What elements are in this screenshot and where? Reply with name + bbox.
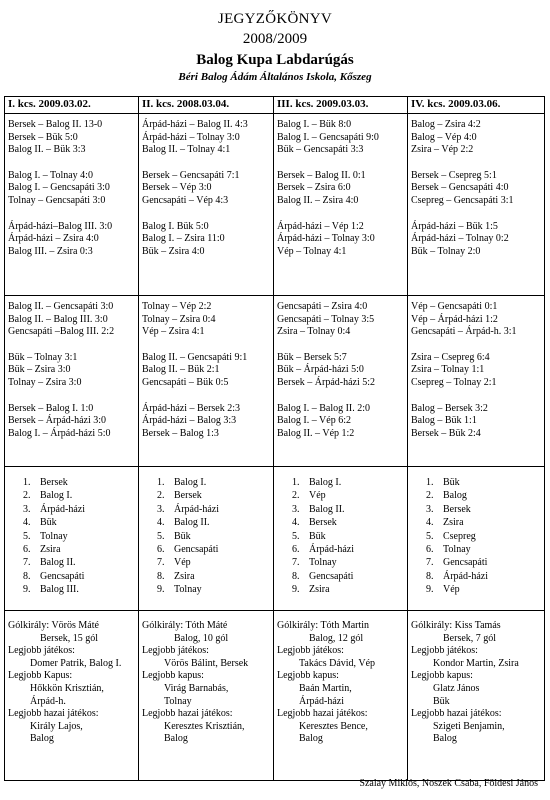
match-result: Balog III. – Zsira 0:3 bbox=[8, 245, 93, 257]
round-heading: IV. kcs. 2009.03.06. bbox=[408, 97, 545, 114]
best-keeper-label: Legjobb kapus: bbox=[142, 670, 204, 682]
ranking-item: 3. Balog II. bbox=[302, 503, 404, 516]
group-gap bbox=[277, 157, 404, 170]
ranking-item: 7. Balog II. bbox=[33, 556, 135, 569]
match-result: Balog II. – Balog III. 3:0 bbox=[8, 313, 108, 325]
ranking-list bbox=[142, 476, 270, 597]
match-result: Balog I. – Vép 6:2 bbox=[277, 415, 351, 427]
match-result: Bük – Tolnay 2:0 bbox=[411, 245, 481, 257]
match-result: Árpád-házi – Tolnay 3:0 bbox=[277, 233, 375, 245]
match-result: Árpád-házi – Balog 3:3 bbox=[142, 415, 237, 427]
match-result: Balog I. – Tolnay 4:0 bbox=[8, 169, 93, 181]
match-result: Balog – Bersek 3:2 bbox=[411, 402, 488, 414]
match-result: Árpád-házi – Tolnay 3:0 bbox=[142, 131, 240, 143]
best-keeper-name: Baán Martin, bbox=[299, 682, 352, 694]
match-result: Balog I. – Árpád-házi 5:0 bbox=[8, 427, 111, 439]
match-result: Bersek – Balog II. 13-0 bbox=[8, 119, 103, 130]
ranking-item: 9. Vép bbox=[436, 583, 541, 596]
match-result: Bük – Zsira 3:0 bbox=[8, 364, 71, 376]
match-result: Bük – Bersek 5:7 bbox=[277, 351, 347, 363]
group-gap bbox=[411, 208, 541, 221]
top-scorer-line bbox=[142, 620, 270, 633]
ranking-item: 8. Árpád-házi bbox=[436, 570, 541, 583]
match-result: Balog I. – Balog II. 2:0 bbox=[277, 402, 371, 414]
group-gap bbox=[142, 157, 270, 170]
ranking-item: 5. Bük bbox=[302, 530, 404, 543]
ranking-item: 3. Árpád-házi bbox=[33, 503, 135, 516]
match-result: Gencsapáti – Zsira 4:0 bbox=[277, 301, 368, 312]
awards-cell bbox=[139, 611, 274, 781]
match-result: Árpád-házi – Zsira 4:0 bbox=[8, 233, 99, 245]
best-player: Domer Patrik, Balog I. bbox=[30, 657, 122, 669]
match-result: Árpád-házi – Bersek 2:3 bbox=[142, 402, 241, 414]
matches-row-1 bbox=[5, 114, 545, 296]
ranking-item: 5. Csepreg bbox=[436, 530, 541, 543]
ranking-item: 3. Bersek bbox=[436, 503, 541, 516]
ranking-item: 6. Árpád-házi bbox=[302, 543, 404, 556]
match-result: Balog – Bük 1:1 bbox=[411, 415, 477, 427]
match-result: Gencsapáti –Balog III. 2:2 bbox=[8, 326, 115, 338]
match-result: Bersek – Bük 5:0 bbox=[8, 131, 78, 143]
match-result: Balog I. – Bük 8:0 bbox=[277, 119, 352, 130]
ranking-item: 7. Gencsapáti bbox=[436, 556, 541, 569]
group-gap bbox=[8, 157, 135, 170]
round-heading: II. kcs. 2008.03.04. bbox=[139, 97, 274, 114]
match-result: Balog II. – Bük 2:1 bbox=[142, 364, 220, 376]
ranking-item: 9. Balog III. bbox=[33, 583, 135, 596]
top-scorer-detail: Bersek, 7 gól bbox=[443, 632, 497, 644]
match-result: Zsira – Vép 2:2 bbox=[411, 144, 474, 156]
match-result: Vép – Zsira 4:1 bbox=[142, 326, 205, 338]
ranking-cell bbox=[408, 467, 545, 611]
ranking-item: 8. Gencsapáti bbox=[302, 570, 404, 583]
match-result: Balog II. – Vép 1:2 bbox=[277, 427, 355, 439]
match-result: Balog I. – Gencsapáti 3:0 bbox=[8, 182, 110, 194]
ranking-list bbox=[277, 476, 404, 597]
match-result: Árpád-házi–Balog III. 3:0 bbox=[8, 220, 113, 232]
top-scorer-label: Gólkirály: bbox=[142, 620, 184, 631]
best-player-label: Legjobb játékos: bbox=[277, 645, 344, 657]
round-heading: I. kcs. 2009.03.02. bbox=[5, 97, 139, 114]
best-player: Vörös Bálint, Bersek bbox=[164, 657, 249, 669]
top-scorer-detail: Bersek, 15 gól bbox=[40, 632, 99, 644]
group-gap bbox=[8, 390, 135, 403]
match-result: Bersek – Balog I. 1:0 bbox=[8, 402, 94, 414]
ranking-item: 3. Árpád-házi bbox=[167, 503, 270, 516]
best-home-team: Balog bbox=[433, 733, 457, 745]
best-keeper-team: Árpád-h. bbox=[30, 695, 66, 707]
matches-cell bbox=[274, 114, 408, 296]
match-result: Tolnay – Zsira 0:4 bbox=[142, 313, 216, 325]
document-title: JEGYZŐKÖNYV bbox=[217, 11, 333, 27]
group-gap bbox=[411, 339, 541, 352]
match-result: Gencsapáti – Bük 0:5 bbox=[142, 376, 229, 388]
group-gap bbox=[142, 390, 270, 403]
match-result: Balog II. – Tolnay 4:1 bbox=[142, 144, 231, 156]
ranking-item: 4. Bük bbox=[33, 516, 135, 529]
awards-cell bbox=[408, 611, 545, 781]
top-scorer-name: Tóth Martin bbox=[320, 620, 370, 631]
best-home-name: Király Lajos, bbox=[30, 720, 83, 732]
match-result: Árpád-házi – Tolnay 0:2 bbox=[411, 233, 509, 245]
match-result: Csepreg – Tolnay 2:1 bbox=[411, 376, 497, 388]
best-keeper-name: Glatz János bbox=[433, 682, 480, 694]
match-result: Vép – Árpád-házi 1:2 bbox=[411, 313, 498, 325]
ranking-item: 2. Balog I. bbox=[33, 489, 135, 502]
ranking-item: 9. Zsira bbox=[302, 583, 404, 596]
best-home-label: Legjobb hazai játékos: bbox=[277, 708, 368, 720]
top-scorer-name: Vörös Máté bbox=[51, 620, 99, 631]
ranking-item: 6. Gencsapáti bbox=[167, 543, 270, 556]
group-gap bbox=[411, 390, 541, 403]
match-result: Bersek – Árpád-házi 5:2 bbox=[277, 376, 376, 388]
top-scorer-name: Tóth Máté bbox=[185, 620, 228, 631]
match-result: Bersek – Zsira 6:0 bbox=[277, 182, 351, 194]
match-result: Balog II. – Zsira 4:0 bbox=[277, 194, 359, 206]
venue: Béri Balog Ádám Általános Iskola, Kőszeg bbox=[178, 71, 372, 83]
best-keeper-label: Legjobb Kapus: bbox=[8, 670, 73, 682]
best-home-label: Legjobb hazai játékos: bbox=[142, 708, 233, 720]
match-result: Zsira – Tolnay 0:4 bbox=[277, 326, 351, 338]
best-player-label: Legjobb játékos: bbox=[142, 645, 209, 657]
match-result: Bersek – Gencsapáti 7:1 bbox=[142, 169, 240, 181]
match-result: Bersek – Balog II. 0:1 bbox=[277, 169, 366, 181]
best-keeper-label: Legjobb kapus: bbox=[411, 670, 473, 682]
match-result: Bersek – Árpád-házi 3:0 bbox=[8, 415, 107, 427]
ranking-item: 8. Zsira bbox=[167, 570, 270, 583]
best-player-label: Legjobb játékos: bbox=[411, 645, 478, 657]
ranking-item: 6. Tolnay bbox=[436, 543, 541, 556]
best-keeper-team: Árpád-házi bbox=[299, 695, 344, 707]
match-result: Vép – Tolnay 4:1 bbox=[277, 245, 347, 257]
matches-cell bbox=[408, 296, 545, 467]
signatures: Szalay Miklós, Noszek Csaba, Földesi János bbox=[359, 778, 538, 789]
best-home-name: Keresztes Bence, bbox=[299, 720, 368, 732]
ranking-item: 4. Bersek bbox=[302, 516, 404, 529]
match-result: Tolnay – Vép 2:2 bbox=[142, 301, 212, 312]
match-result: Balog – Vép 4:0 bbox=[411, 131, 477, 143]
match-result: Gencsapáti – Árpád-h. 3:1 bbox=[411, 326, 517, 338]
best-keeper-name: Hőkkön Krisztián, bbox=[30, 682, 104, 694]
matches-cell bbox=[274, 296, 408, 467]
best-player: Kondor Martin, Zsira bbox=[433, 657, 519, 669]
best-keeper-team: Tolnay bbox=[164, 695, 192, 707]
ranking-cell bbox=[139, 467, 274, 611]
best-home-team: Balog bbox=[164, 733, 188, 745]
matches-cell bbox=[5, 296, 139, 467]
match-result: Bersek – Vép 3:0 bbox=[142, 182, 212, 194]
match-result: Vép – Gencsapáti 0:1 bbox=[411, 301, 498, 312]
group-gap bbox=[142, 339, 270, 352]
best-home-label: Legjobb hazai játékos: bbox=[8, 708, 99, 720]
match-result: Bersek – Bük 2:4 bbox=[411, 427, 481, 439]
match-result: Árpád-házi – Balog II. 4:3 bbox=[142, 119, 248, 130]
match-result: Balog I. – Gencsapáti 9:0 bbox=[277, 131, 379, 143]
best-home-label: Legjobb hazai játékos: bbox=[411, 708, 502, 720]
ranking-item: 5. Tolnay bbox=[33, 530, 135, 543]
ranking-item: 5. Bük bbox=[167, 530, 270, 543]
ranking-item: 4. Balog II. bbox=[167, 516, 270, 529]
best-home-team: Balog bbox=[299, 733, 323, 745]
awards-cell bbox=[5, 611, 139, 781]
best-keeper-team: Bük bbox=[433, 695, 450, 707]
ranking-item: 1. Balog I. bbox=[167, 476, 270, 489]
group-gap bbox=[277, 339, 404, 352]
match-result: Bük – Árpád-házi 5:0 bbox=[277, 364, 364, 376]
match-result: Árpád-házi – Bük 1:5 bbox=[411, 220, 498, 232]
match-result: Balog I. Bük 5:0 bbox=[142, 220, 209, 232]
event-title: Balog Kupa Labdarúgás bbox=[196, 52, 354, 68]
group-gap bbox=[277, 390, 404, 403]
ranking-item: 9. Tolnay bbox=[167, 583, 270, 596]
match-result: Balog II. – Gencsapáti 3:0 bbox=[8, 301, 114, 312]
match-result: Bük – Zsira 4:0 bbox=[142, 245, 205, 257]
ranking-item: 4. Zsira bbox=[436, 516, 541, 529]
awards-row bbox=[5, 611, 545, 781]
top-scorer-name: Kiss Tamás bbox=[454, 620, 501, 631]
round-heading: III. kcs. 2009.03.03. bbox=[274, 97, 408, 114]
match-result: Árpád-házi – Vép 1:2 bbox=[277, 220, 364, 232]
ranking-item: 7. Vép bbox=[167, 556, 270, 569]
matches-cell bbox=[139, 296, 274, 467]
match-result: Csepreg – Gencsapáti 3:1 bbox=[411, 194, 514, 206]
best-home-name: Keresztes Krisztián, bbox=[164, 720, 245, 732]
match-result: Bersek – Balog 1:3 bbox=[142, 427, 219, 439]
best-home-team: Balog bbox=[30, 733, 54, 745]
ranking-list bbox=[8, 476, 135, 597]
match-result: Bersek – Csepreg 5:1 bbox=[411, 169, 497, 181]
best-keeper-name: Virág Barnabás, bbox=[164, 682, 229, 694]
round-headings-row bbox=[5, 97, 545, 114]
ranking-item: 1. Bersek bbox=[33, 476, 135, 489]
best-player: Takács Dávid, Vép bbox=[299, 657, 376, 669]
ranking-row bbox=[5, 467, 545, 611]
match-result: Tolnay – Gencsapáti 3:0 bbox=[8, 194, 106, 206]
ranking-item: 2. Balog bbox=[436, 489, 541, 502]
top-scorer-label: Gólkirály: bbox=[277, 620, 319, 631]
ranking-item: 1. Balog I. bbox=[302, 476, 404, 489]
top-scorer-line bbox=[8, 620, 135, 633]
match-result: Bersek – Gencsapáti 4:0 bbox=[411, 182, 509, 194]
top-scorer-detail: Balog, 10 gól bbox=[174, 632, 229, 644]
matches-cell bbox=[408, 114, 545, 296]
match-result: Zsira – Tolnay 1:1 bbox=[411, 364, 485, 376]
best-home-name: Szigeti Benjamin, bbox=[433, 720, 505, 732]
top-scorer-line bbox=[411, 620, 541, 633]
top-scorer-label: Gólkirály: bbox=[8, 620, 50, 631]
match-result: Balog – Zsira 4:2 bbox=[411, 119, 481, 130]
ranking-cell bbox=[5, 467, 139, 611]
group-gap bbox=[277, 208, 404, 221]
best-keeper-label: Legjobb kapus: bbox=[277, 670, 339, 682]
best-player-label: Legjobb játékos: bbox=[8, 645, 75, 657]
match-result: Bük – Tolnay 3:1 bbox=[8, 351, 78, 363]
season: 2008/2009 bbox=[242, 31, 308, 47]
match-result: Tolnay – Zsira 3:0 bbox=[8, 376, 82, 388]
ranking-list bbox=[411, 476, 541, 597]
ranking-item: 2. Bersek bbox=[167, 489, 270, 502]
match-result: Gencsapáti – Vép 4:3 bbox=[142, 194, 229, 206]
top-scorer-label: Gólkirály: bbox=[411, 620, 453, 631]
ranking-item: 1. Bük bbox=[436, 476, 541, 489]
group-gap bbox=[8, 339, 135, 352]
group-gap bbox=[142, 208, 270, 221]
match-result: Zsira – Csepreg 6:4 bbox=[411, 351, 490, 363]
ranking-cell bbox=[274, 467, 408, 611]
ranking-item: 7. Tolnay bbox=[302, 556, 404, 569]
group-gap bbox=[411, 157, 541, 170]
match-result: Gencsapáti – Tolnay 3:5 bbox=[277, 313, 375, 325]
top-scorer-line bbox=[277, 620, 404, 633]
matches-row-2 bbox=[5, 296, 545, 467]
match-result: Balog I. – Zsira 11:0 bbox=[142, 233, 225, 245]
matches-cell bbox=[139, 114, 274, 296]
awards-cell bbox=[274, 611, 408, 781]
match-result: Balog II. – Gencsapáti 9:1 bbox=[142, 351, 248, 363]
top-scorer-detail: Balog, 12 gól bbox=[309, 632, 364, 644]
group-gap bbox=[8, 208, 135, 221]
matches-cell bbox=[5, 114, 139, 296]
match-result: Bük – Gencsapáti 3:3 bbox=[277, 144, 364, 156]
ranking-item: 6. Zsira bbox=[33, 543, 135, 556]
ranking-item: 8. Gencsapáti bbox=[33, 570, 135, 583]
ranking-item: 2. Vép bbox=[302, 489, 404, 502]
match-result: Balog II. – Bük 3:3 bbox=[8, 144, 86, 156]
results-table bbox=[4, 96, 545, 781]
